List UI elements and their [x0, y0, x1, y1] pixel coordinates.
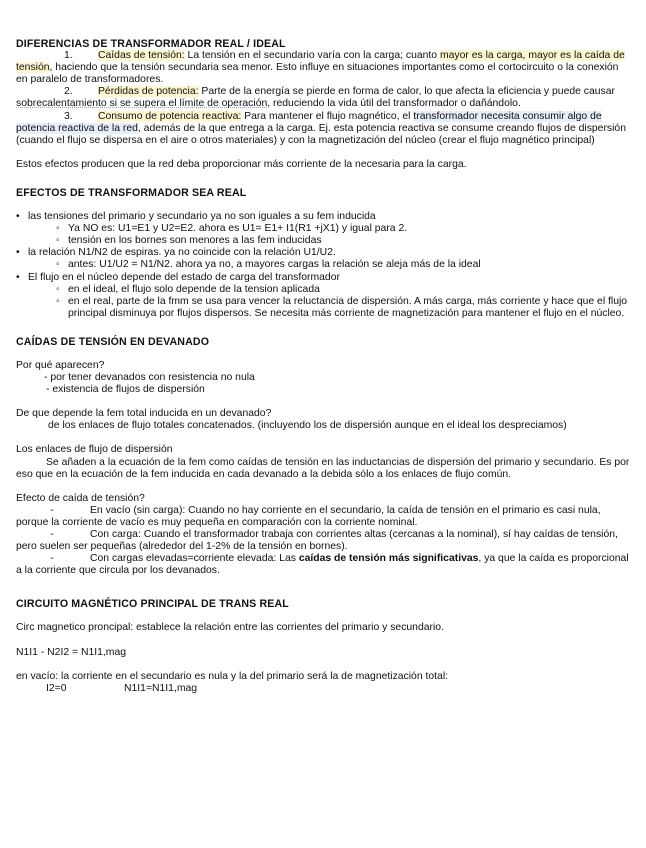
list-item: ◦ tensión en los bornes son menores a las fem inducidas [28, 235, 630, 247]
highlighted-text: transformador necesita consumir algo de potencia reactiva de la red [16, 110, 602, 134]
list-item: • las tensiones del primario y secundario ya no son iguales a su fem inducida ◦ Ya NO es: U1=E1 y U2=E2. ahora es U1= E1+ I1(R1 +jX1) y igual para 2. ◦ tensión en los bornes son menores a las fem inducidas [16, 211, 630, 247]
item-number: 2. [64, 86, 73, 98]
item-text: , haciendo que la tensión secundaria sea menor. Esto influye en situaciones importantes como el cortocircuito o la conexión en paralelo de transformadores. [16, 62, 619, 86]
list-item: • El flujo en el núcleo depende del estado de carga del transformador ◦ en el ideal, el flujo solo depende de la tension aplicada ◦ en el real, parte de la fmm se usa para vencer la reluctancia de dispersión. A más carga, más corriente y hace que el flujo principal disminuya por flujos dispersos. Se necesita más corriente de magnetización para mantener el flujo en el núcleo. [16, 272, 630, 320]
list-item: ◦ en el real, parte de la fmm se usa para vencer la reluctancia de dispersión. A más carga, más corriente y hace que el flujo principal disminuya por flujos dispersos. Se necesita más corriente de magnetización para mantener el flujo en el núcleo. [28, 296, 630, 320]
question-text: Los enlaces de flujo de dispersión [16, 444, 173, 456]
list-item: ◦ antes: U1/U2 = N1/N2. ahora ya no, a mayores cargas la relación se aleja más de la ideal [28, 259, 630, 271]
equation-row [16, 683, 630, 695]
list-item: ◦ en el ideal, el flujo solo depende de la tension aplicada [28, 284, 630, 296]
answer-line: - por tener devanados con resistencia no nula [44, 372, 255, 384]
dash-marker: - [50, 553, 54, 565]
highlighted-text: mayor es la carga, mayor es la caída de tensión [16, 50, 625, 74]
section-title-diferencias: DIFERENCIAS DE TRANSFORMADOR REAL / IDEAL [16, 38, 286, 50]
sub-bullet-list [28, 223, 630, 247]
paragraph: Circ magnetico proncipal: establece la relación entre las corrientes del primario y secundario. [16, 622, 444, 634]
dash-marker: - [50, 529, 54, 540]
question-text: Por qué aparecen? [16, 359, 105, 371]
equation: I2=0 [46, 682, 67, 694]
section-title-circuito: CIRCUITO MAGNÉTICO PRINCIPAL DE TRANS REAL [16, 598, 289, 611]
list-item: - Con cargas elevadas=corriente elevada: Las caídas de tensión más significativas, ya que la caída es proporcional a la corriente que circula por los devanados. [16, 553, 629, 577]
item-text: La tensión en el secundario varía con la carga; cuanto [184, 50, 440, 62]
list-item-consumo [16, 111, 630, 147]
answer-line: - existencia de flujos de dispersión [46, 384, 205, 396]
list-item: - Con carga: Cuando el transformador trabaja con corrientes altas (cercanas a la nominal), sí hay caídas de tensión, pero suelen ser pequeñas (alrededor del 1-2% de la tensión en bornes). [16, 529, 618, 553]
item-text: Parte de la energía se pierde en forma de calor, lo que afecta la eficiencia y puede causar [198, 86, 615, 98]
item-text: , además de la que entrega a la carga. Ej. esta potencia reactiva se consume creando flujos de dispersión (cuando el flujo se dispersa en el aire o otros materiales) y con la magnetización del núcleo (crear el flujo magnético principal) [16, 122, 626, 146]
list-item: ◦ Ya NO es: U1=E1 y U2=E2. ahora es U1= E1+ I1(R1 +jX1) y igual para 2. [28, 223, 630, 235]
equation: N1I1 - N2I2 = N1I1,mag [16, 646, 127, 658]
bullet-list [16, 211, 630, 320]
item-label: Pérdidas de potencia: [98, 86, 199, 98]
list-item: - En vacío (sin carga): Cuando no hay corriente en el secundario, la caída de tensión en el primario es casi nula, porque la corriente de vacío es muy pequeña en comparación con la corriente nominal. [16, 504, 601, 528]
section-title-efectos: EFECTOS DE TRANSFORMADOR SEA REAL [16, 186, 247, 199]
sub-bullet-list [28, 259, 630, 271]
question-text: Efecto de caída de tensión? [16, 492, 145, 504]
item-text: Para mantener el flujo magnético, el [241, 110, 414, 122]
item-text: , reduciendo la vida útil del transformador o dañándolo. [267, 98, 521, 110]
bold-text: caídas de tensión más significativas [298, 553, 479, 565]
list-item: • la relación N1/N2 de espiras. ya no coincide con la relación U1/U2. ◦ antes: U1/U2 = N1/N2. ahora ya no, a mayores cargas la relación se aleja más de la ideal [16, 247, 630, 271]
list-item-perdidas [16, 86, 630, 110]
sub-bullet-list [28, 284, 630, 320]
closing-paragraph: Estos efectos producen que la red deba proporcionar más corriente de la necesaria para la carga. [16, 158, 467, 170]
list-item-caidas [16, 50, 630, 86]
underlined-text: sobrecalentamiento si se supera el límite de operación [16, 98, 268, 110]
item-label: Caídas de tensión: [98, 50, 185, 62]
document-page [16, 38, 630, 695]
section-title-caidas: CAÍDAS DE TENSIÓN EN DEVANADO [16, 335, 210, 348]
question-text: De que depende la fem total inducida en un devanado? [16, 408, 272, 420]
item-number: 3. [64, 110, 73, 122]
dash-marker: - [50, 504, 54, 516]
paragraph: en vacío: la corriente en el secundario es nula y la del primario será la de magnetización total: [16, 670, 449, 682]
answer-line: de los enlaces de flujo totales concatenados. (incluyendo los de dispersión aunque en el ideal los despreciamos) [48, 420, 567, 432]
item-label: Consumo de potencia reactiva: [98, 110, 242, 122]
equation: N1I1=N1I1,mag [124, 682, 198, 694]
item-number: 1. [64, 50, 73, 62]
answer-paragraph: Se añaden a la ecuación de la fem como caídas de tensión en las inductancias de dispersión del primario y secundario. Es por eso que en la ecuación de la fem inducida en cada devanado a la debida sólo a los enlaces de flujo común. [16, 456, 630, 480]
